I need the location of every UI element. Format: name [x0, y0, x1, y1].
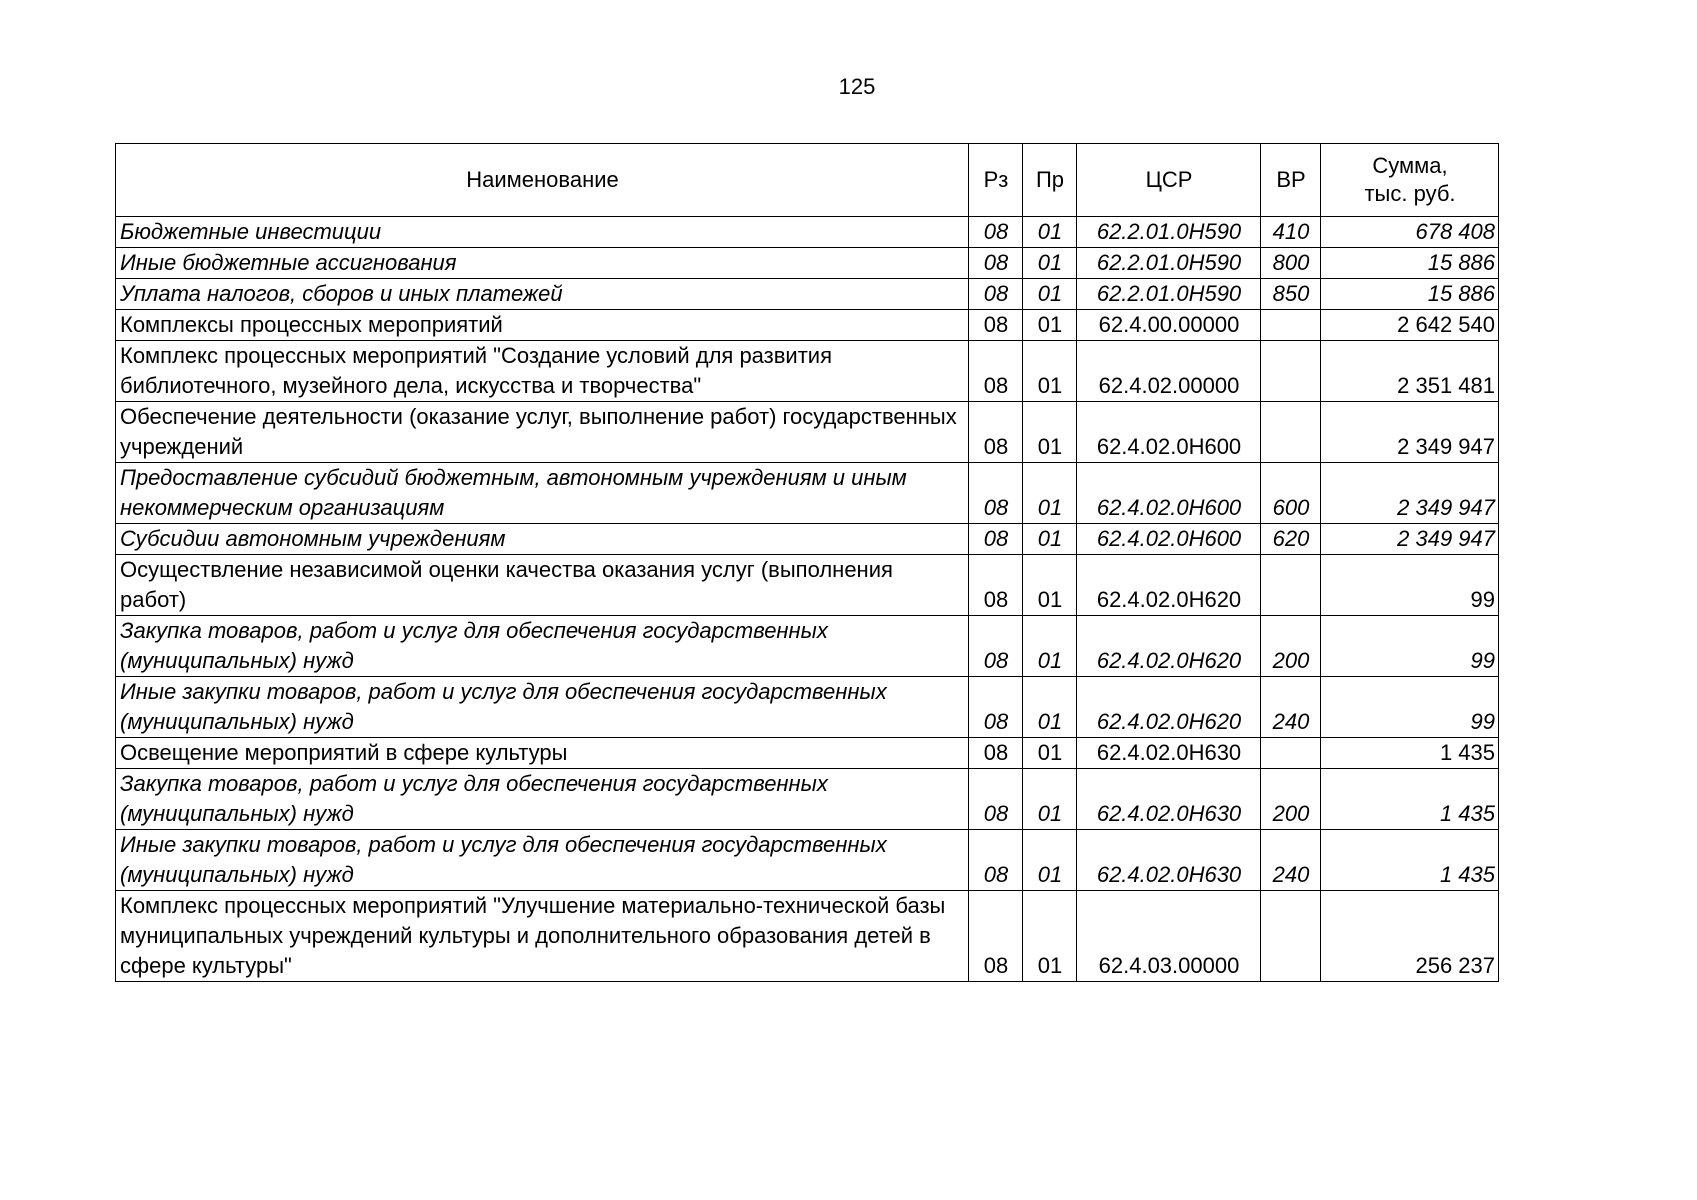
row-sum-cell: 2 642 540: [1321, 310, 1499, 341]
table-row: [116, 830, 1499, 891]
row-name-cell: Комплекс процессных мероприятий "Создание условий для развития библиотечного, музейного дела, искусства и творчества": [116, 341, 969, 402]
row-rz-cell: 08: [969, 769, 1023, 830]
row-rz-cell: 08: [969, 738, 1023, 769]
row-csr-cell: 62.4.02.0Н630: [1077, 830, 1261, 891]
table-row: [116, 524, 1499, 555]
table-row: [116, 279, 1499, 310]
table-row: [116, 402, 1499, 463]
row-vr-cell: 240: [1261, 677, 1321, 738]
row-vr-cell: [1261, 555, 1321, 616]
row-sum-cell: 2 351 481: [1321, 341, 1499, 402]
row-sum-cell: 99: [1321, 677, 1499, 738]
row-csr-cell: 62.4.03.00000: [1077, 891, 1261, 982]
table-row: [116, 217, 1499, 248]
row-csr-cell: 62.4.02.0Н600: [1077, 524, 1261, 555]
row-vr-cell: [1261, 310, 1321, 341]
row-name-cell: Субсидии автономным учреждениям: [116, 524, 969, 555]
row-rz-cell: 08: [969, 891, 1023, 982]
row-pr-cell: 01: [1023, 217, 1077, 248]
table-row: [116, 555, 1499, 616]
row-pr-cell: 01: [1023, 555, 1077, 616]
row-csr-cell: 62.4.02.0Н630: [1077, 738, 1261, 769]
header-name: Наименование: [116, 144, 969, 217]
row-rz-cell: 08: [969, 279, 1023, 310]
row-rz-cell: 08: [969, 341, 1023, 402]
row-sum-cell: 256 237: [1321, 891, 1499, 982]
header-pr: Пр: [1023, 144, 1077, 217]
row-sum-cell: 15 886: [1321, 279, 1499, 310]
table-row: [116, 891, 1499, 982]
row-sum-cell: 99: [1321, 616, 1499, 677]
row-name-cell: Закупка товаров, работ и услуг для обеспечения государственных (муниципальных) нужд: [116, 769, 969, 830]
row-vr-cell: [1261, 738, 1321, 769]
row-csr-cell: 62.4.00.00000: [1077, 310, 1261, 341]
row-rz-cell: 08: [969, 677, 1023, 738]
row-name-cell: Обеспечение деятельности (оказание услуг, выполнение работ) государственных учреждений: [116, 402, 969, 463]
row-pr-cell: 01: [1023, 402, 1077, 463]
row-sum-cell: 2 349 947: [1321, 463, 1499, 524]
row-vr-cell: [1261, 402, 1321, 463]
table-row: [116, 769, 1499, 830]
row-pr-cell: 01: [1023, 248, 1077, 279]
row-vr-cell: 240: [1261, 830, 1321, 891]
row-sum-cell: 1 435: [1321, 769, 1499, 830]
table-row: [116, 310, 1499, 341]
row-sum-cell: 99: [1321, 555, 1499, 616]
table-row: [116, 463, 1499, 524]
row-rz-cell: 08: [969, 555, 1023, 616]
row-rz-cell: 08: [969, 248, 1023, 279]
header-rz: Рз: [969, 144, 1023, 217]
row-pr-cell: 01: [1023, 616, 1077, 677]
table-row: [116, 616, 1499, 677]
row-vr-cell: 850: [1261, 279, 1321, 310]
row-name-cell: Иные закупки товаров, работ и услуг для обеспечения государственных (муниципальных) нужд: [116, 830, 969, 891]
page-number: 125: [838, 74, 876, 99]
row-pr-cell: 01: [1023, 341, 1077, 402]
row-csr-cell: 62.2.01.0Н590: [1077, 279, 1261, 310]
table-row: [116, 248, 1499, 279]
row-vr-cell: 410: [1261, 217, 1321, 248]
row-name-cell: Иные бюджетные ассигнования: [116, 248, 969, 279]
row-name-cell: Иные закупки товаров, работ и услуг для обеспечения государственных (муниципальных) нужд: [116, 677, 969, 738]
row-vr-cell: 600: [1261, 463, 1321, 524]
row-vr-cell: [1261, 341, 1321, 402]
table-body: [116, 217, 1499, 982]
row-csr-cell: 62.4.02.0Н620: [1077, 677, 1261, 738]
row-sum-cell: 1 435: [1321, 738, 1499, 769]
header-sum: [1321, 144, 1499, 217]
row-name-cell: Освещение мероприятий в сфере культуры: [116, 738, 969, 769]
row-sum-cell: 1 435: [1321, 830, 1499, 891]
row-rz-cell: 08: [969, 463, 1023, 524]
row-pr-cell: 01: [1023, 769, 1077, 830]
row-csr-cell: 62.4.02.0Н600: [1077, 402, 1261, 463]
row-name-cell: Комплексы процессных мероприятий: [116, 310, 969, 341]
row-pr-cell: 01: [1023, 279, 1077, 310]
row-rz-cell: 08: [969, 524, 1023, 555]
row-name-cell: Бюджетные инвестиции: [116, 217, 969, 248]
row-pr-cell: 01: [1023, 891, 1077, 982]
row-name-cell: Предоставление субсидий бюджетным, автономным учреждениям и иным некоммерческим организациям: [116, 463, 969, 524]
row-csr-cell: 62.4.02.00000: [1077, 341, 1261, 402]
row-name-cell: Комплекс процессных мероприятий "Улучшение материально-технической базы муниципальных учреждений культуры и дополнительного образования детей в сфере культуры": [116, 891, 969, 982]
row-pr-cell: 01: [1023, 524, 1077, 555]
row-pr-cell: 01: [1023, 463, 1077, 524]
table-row: [116, 341, 1499, 402]
row-vr-cell: 800: [1261, 248, 1321, 279]
row-vr-cell: 200: [1261, 769, 1321, 830]
row-pr-cell: 01: [1023, 310, 1077, 341]
row-rz-cell: 08: [969, 616, 1023, 677]
row-rz-cell: 08: [969, 310, 1023, 341]
header-csr: ЦСР: [1077, 144, 1261, 217]
table-row: [116, 738, 1499, 769]
table-row: [116, 677, 1499, 738]
row-csr-cell: 62.4.02.0Н620: [1077, 616, 1261, 677]
row-name-cell: Уплата налогов, сборов и иных платежей: [116, 279, 969, 310]
row-sum-cell: 15 886: [1321, 248, 1499, 279]
row-csr-cell: 62.2.01.0Н590: [1077, 217, 1261, 248]
row-pr-cell: 01: [1023, 677, 1077, 738]
header-sum-line2: тыс. руб.: [1364, 181, 1456, 206]
row-sum-cell: 678 408: [1321, 217, 1499, 248]
row-rz-cell: 08: [969, 217, 1023, 248]
header-sum-line1: Сумма,: [1372, 153, 1448, 178]
row-pr-cell: 01: [1023, 738, 1077, 769]
table-header-row: [116, 144, 1499, 217]
row-csr-cell: 62.4.02.0Н600: [1077, 463, 1261, 524]
budget-table: [115, 143, 1499, 982]
row-name-cell: Закупка товаров, работ и услуг для обеспечения государственных (муниципальных) нужд: [116, 616, 969, 677]
row-rz-cell: 08: [969, 402, 1023, 463]
row-csr-cell: 62.4.02.0Н620: [1077, 555, 1261, 616]
row-vr-cell: [1261, 891, 1321, 982]
row-csr-cell: 62.2.01.0Н590: [1077, 248, 1261, 279]
row-name-cell: Осуществление независимой оценки качества оказания услуг (выполнения работ): [116, 555, 969, 616]
row-sum-cell: 2 349 947: [1321, 524, 1499, 555]
row-vr-cell: 620: [1261, 524, 1321, 555]
row-sum-cell: 2 349 947: [1321, 402, 1499, 463]
row-csr-cell: 62.4.02.0Н630: [1077, 769, 1261, 830]
header-vr: ВР: [1261, 144, 1321, 217]
row-pr-cell: 01: [1023, 830, 1077, 891]
row-rz-cell: 08: [969, 830, 1023, 891]
row-vr-cell: 200: [1261, 616, 1321, 677]
